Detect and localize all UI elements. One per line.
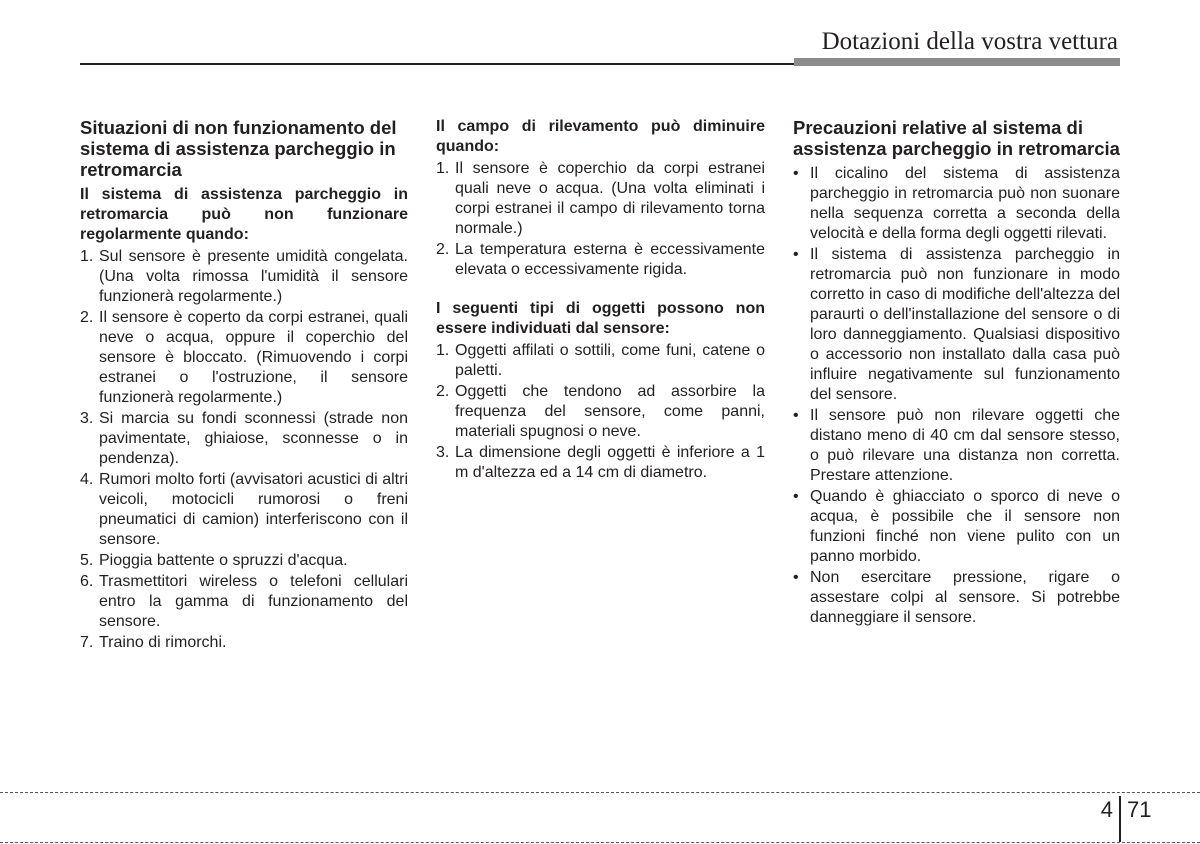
bullet-icon: • — [793, 246, 799, 263]
list-item — [80, 633, 408, 653]
numbered-list — [80, 247, 408, 653]
running-header-title: Dotazioni della vostra vettura — [821, 28, 1118, 55]
header-rule-accent — [794, 58, 1120, 66]
item-text: Il sensore è coperto da corpi estranei, quali neve o acqua, oppure il coperchio del sensore è bloccato. (Rimuovendo i corpi estranei o l'ostruzione, il sensore funzionerà regolarmente.) — [99, 309, 408, 406]
item-text: Non esercitare pressione, rigare o assestare colpi al sensore. Si potrebbe danneggiare il sensore. — [810, 569, 1120, 626]
item-number: 2. — [436, 383, 450, 400]
item-text: Si marcia su fondi sconnessi (strade non pavimentate, ghiaiose, sconnesse o in pendenza). — [99, 410, 408, 467]
page-number: 71 — [1127, 797, 1152, 822]
item-text: La dimensione degli oggetti è inferiore a 1 m d'altezza ed a 14 cm di diametro. — [455, 444, 765, 481]
item-number: 4. — [80, 471, 94, 488]
column-right — [793, 117, 1120, 629]
bullet-icon: • — [793, 488, 799, 505]
footer-dashed-rule-bottom — [0, 842, 1200, 843]
column-left — [80, 117, 408, 654]
item-number: 3. — [436, 444, 450, 461]
item-text: Pioggia battente o spruzzi d'acqua. — [99, 552, 348, 569]
item-text: Quando è ghiacciato o sporco di neve o acqua, è possibile che il sensore non funzioni finché non viene pulito con un panno morbido. — [810, 488, 1120, 565]
item-number: 3. — [80, 410, 94, 427]
item-text: Trasmettitori wireless o telefoni cellulari entro la gamma di funzionamento del sensore. — [99, 573, 408, 630]
list-item — [436, 341, 765, 381]
item-text: Il sensore può non rilevare oggetti che distano meno di 40 cm dal sensore stesso, o può rilevare una distanza non corretta. Prestare attenzione. — [810, 407, 1120, 484]
bullet-icon: • — [793, 569, 799, 586]
subheading: Il sistema di assistenza parcheggio in retromarcia può non funzionare regolarmente quando: — [80, 186, 408, 243]
list-item — [80, 247, 408, 307]
item-number: 1. — [80, 248, 94, 265]
item-number: 1. — [436, 160, 450, 177]
item-number: 2. — [436, 241, 450, 258]
item-text: Il cicalino del sistema di assistenza parcheggio in retromarcia può non suonare nella sequenza corretta a seconda della velocità e della forma degli oggetti rilevati. — [810, 165, 1120, 242]
bullet-item — [793, 568, 1120, 628]
item-text: Sul sensore è presente umidità congelata. (Una volta rimossa l'umidità il sensore funzionerà regolarmente.) — [99, 248, 408, 305]
page-number-block — [0, 796, 1200, 842]
list-item — [436, 443, 765, 483]
item-text: Oggetti che tendono ad assorbire la frequenza del sensore, come panni, materiali spugnosi o neve. — [455, 383, 765, 440]
spacer — [436, 281, 765, 299]
bullet-item — [793, 487, 1120, 567]
item-number: 2. — [80, 309, 94, 326]
item-text: Oggetti affilati o sottili, come funi, catene o paletti. — [455, 342, 765, 379]
numbered-list — [436, 341, 765, 483]
section-title: Situazioni di non funzionamento del sistema di assistenza parcheggio in retromarcia — [80, 117, 397, 180]
page-number-divider — [1119, 796, 1121, 842]
subheading: I seguenti tipi di oggetti possono non essere individuati dal sensore: — [436, 300, 765, 337]
chapter-number: 4 — [1100, 797, 1113, 822]
item-number: 6. — [80, 573, 94, 590]
bullet-item — [793, 406, 1120, 486]
bullet-icon: • — [793, 407, 799, 424]
subheading: Il campo di rilevamento può diminuire quando: — [436, 118, 765, 155]
header-rule — [80, 63, 794, 65]
bullet-item — [793, 164, 1120, 244]
item-text: Traino di rimorchi. — [99, 634, 227, 651]
list-item — [80, 308, 408, 408]
item-number: 7. — [80, 634, 94, 651]
bullet-item — [793, 245, 1120, 405]
bullet-list — [793, 164, 1120, 628]
list-item — [436, 382, 765, 442]
numbered-list — [436, 159, 765, 280]
list-item — [80, 572, 408, 632]
list-item — [80, 470, 408, 550]
list-item — [436, 240, 765, 280]
list-item — [436, 159, 765, 239]
list-item — [80, 551, 408, 571]
item-text: Rumori molto forti (avvisatori acustici di altri veicoli, motocicli rumorosi o freni pneumatici di camion) interferiscono con il sensore. — [99, 471, 408, 548]
item-number: 1. — [436, 342, 450, 359]
list-item — [80, 409, 408, 469]
column-middle — [436, 117, 765, 484]
footer-dashed-rule — [0, 792, 1200, 793]
section-title: Precauzioni relative al sistema di assistenza parcheggio in retromarcia — [793, 117, 1120, 159]
item-text: La temperatura esterna è eccessivamente elevata o eccessivamente rigida. — [455, 241, 765, 278]
item-number: 5. — [80, 552, 94, 569]
item-text: Il sistema di assistenza parcheggio in retromarcia può non funzionare in modo corretto in caso di modifiche dell'altezza del paraurti o dell'installazione del sensore o di loro danneggiamento. Qualsiasi dispositivo o accessorio non installato dalla casa può influire negativamente sul funzionamento del sensore. — [810, 246, 1120, 403]
bullet-icon: • — [793, 165, 799, 182]
item-text: Il sensore è coperchio da corpi estranei quali neve o acqua. (Una volta eliminati i corpi estranei il campo di rilevamento torna normale.) — [455, 160, 765, 237]
